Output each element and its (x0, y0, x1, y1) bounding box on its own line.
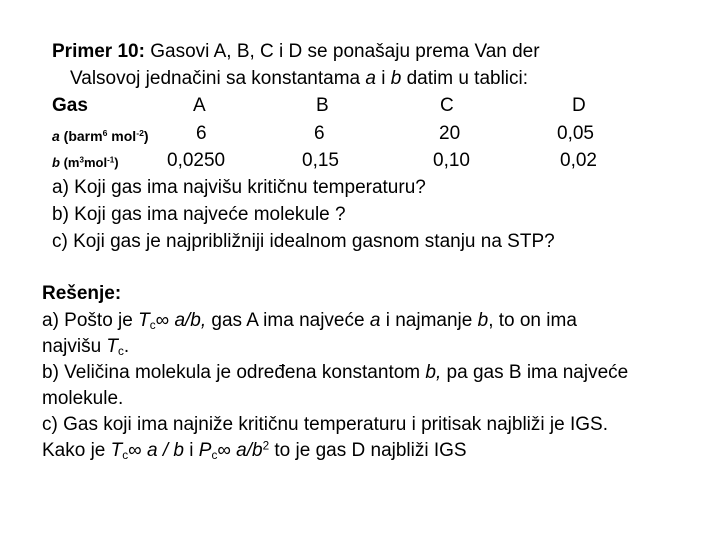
unit-exp: 3 (79, 155, 84, 165)
symbol-a: a (52, 128, 60, 144)
unit-text: mol (107, 128, 137, 144)
problem-text: Gasovi A, B, C i D se ponašaju prema Van der (144, 41, 540, 62)
problem-line-1 (52, 40, 540, 64)
row-b-value: 0,02 (560, 150, 597, 171)
solution-text: gas A ima najveće (206, 310, 370, 331)
exponent: 2 (262, 439, 270, 453)
unit-exp: -2 (136, 128, 144, 139)
table-col-a: A (193, 95, 206, 116)
row-a-value: 6 (196, 123, 207, 144)
solution-b-line-2: molekule. (42, 388, 124, 409)
row-a-value: 6 (314, 123, 325, 144)
subscript-c: c (149, 318, 156, 332)
problem-line-2 (70, 67, 528, 91)
symbol-b: b (390, 68, 402, 89)
solution-c-line-2 (42, 439, 467, 463)
unit-exp: 6 (102, 128, 108, 139)
table-col-b: B (316, 95, 329, 116)
row-b-label (52, 155, 119, 170)
problem-text: Valsovoj jednačini sa konstantama (70, 68, 366, 89)
subscript-c: c (211, 448, 218, 462)
problem-title: Primer 10: (52, 41, 145, 62)
proportional-symbol: ∞ (217, 440, 237, 461)
solution-text: . (123, 336, 130, 357)
formula-a-b2: a/b (236, 440, 263, 461)
unit-text: ) (143, 128, 149, 144)
solution-heading (42, 282, 121, 306)
table-header-label (52, 94, 88, 118)
subscript-c: c (122, 448, 129, 462)
row-b-value: 0,10 (433, 150, 470, 171)
solution-text: i (183, 440, 199, 461)
gas-label: Gas (52, 95, 88, 116)
symbol-p: P (198, 440, 212, 461)
solution-text: i najmanje (380, 310, 478, 331)
table-col-c: C (440, 95, 454, 116)
unit-text: (barm (59, 128, 103, 144)
unit-text: ) (114, 155, 119, 170)
unit-text: (m (59, 155, 80, 170)
symbol-t: T (138, 310, 150, 331)
solution-text: a) Pošto je (42, 310, 139, 331)
unit-text: mol (83, 155, 108, 170)
row-b-value: 0,0250 (167, 150, 226, 171)
formula-a-b: a / b (146, 440, 184, 461)
solution-text: to je gas D najbliži IGS (269, 440, 467, 461)
solution-text: pa gas B ima najveće (441, 362, 629, 383)
symbol-t: T (106, 336, 119, 357)
solution-text: b) Veličina molekula je određena konstantom (42, 362, 426, 383)
symbol-b: b (477, 310, 489, 331)
row-a-label (52, 128, 149, 144)
solution-c-line-1: c) Gas koji ima najniže kritičnu temperaturu i pritisak najbliži je IGS. (42, 414, 608, 435)
symbol-t: T (110, 440, 123, 461)
proportional-symbol: ∞ (128, 440, 147, 461)
unit-exp: -1 (107, 155, 115, 165)
question-c: c) Koji gas je najpribližniji idealnom gasnom stanju na STP? (52, 231, 555, 252)
row-a-value: 0,05 (557, 123, 594, 144)
solution-heading-text: Rešenje: (42, 283, 122, 304)
symbol-a: a (369, 310, 381, 331)
problem-text: i (375, 68, 391, 89)
solution-text: najvišu (42, 336, 107, 357)
solution-b-line-1 (42, 361, 628, 385)
solution-text: Kako je (42, 440, 111, 461)
subscript-c: c (118, 344, 124, 358)
formula-a-b: a/b, (174, 310, 207, 331)
symbol-b: b, (425, 362, 442, 383)
solution-text: , to on ima (488, 310, 577, 331)
row-a-value: 20 (439, 123, 461, 144)
question-a: a) Koji gas ima najvišu kritičnu temperaturu? (52, 177, 426, 198)
row-b-value: 0,15 (302, 150, 339, 171)
symbol-b: b (52, 155, 60, 170)
symbol-a: a (365, 68, 376, 89)
proportional-symbol: ∞ (155, 310, 175, 331)
question-b: b) Koji gas ima najveće molekule ? (52, 204, 346, 225)
solution-a-line-1 (42, 309, 577, 333)
table-col-d: D (572, 95, 586, 116)
problem-text: datim u tablici: (401, 68, 529, 89)
solution-a-line-2 (42, 335, 129, 359)
